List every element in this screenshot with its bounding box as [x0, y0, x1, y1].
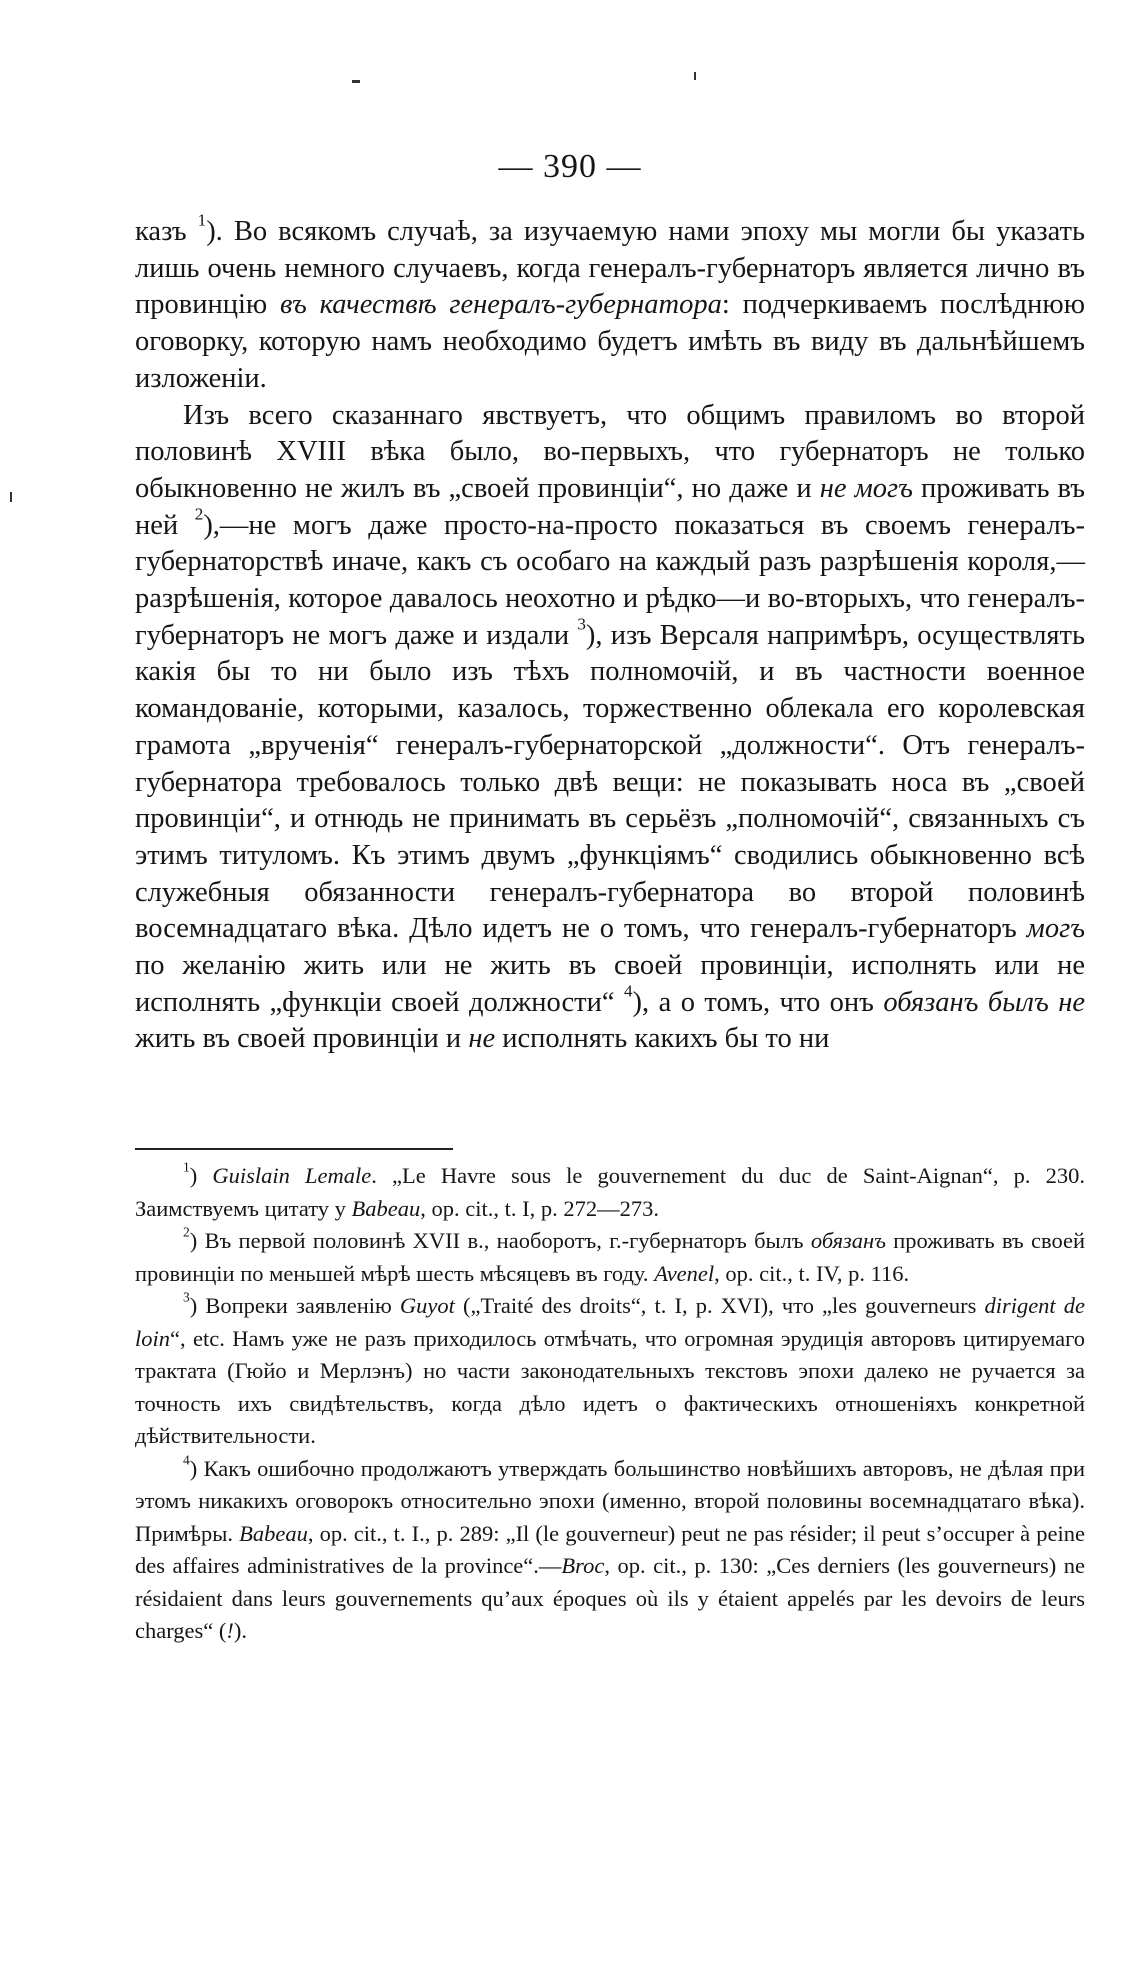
italic-run: въ качествѣ генералъ-губернатора — [280, 289, 722, 321]
italic-run: могъ — [1026, 913, 1085, 945]
italic-run: dirigent de loin — [135, 1293, 1086, 1351]
print-speck — [352, 80, 360, 83]
text-run: ),—не могъ даже просто-на-просто показаться въ своемъ генералъ-губернаторствѣ иначе, какъ съ особаго на каждый разъ разрѣшенія короля,—разрѣшенія, которое давалось неохотно и рѣдко—и во-вторыхъ, что генералъ-губернаторъ не могъ даже и издали — [135, 509, 1086, 651]
footnote-4: $^4$) Какъ ошибочно продолжаютъ утверждать большинство новѣйшихъ авторовъ, не дѣлая при этомъ никакихъ оговорокъ относительно эпохи (именно, второй половины восемнадцатаго вѣка). Примѣры. Babeau, op. cit., t. I., p. 289: „Il (le gouverneur) peut ne pas résider; il peut s’occuper à peine des affaires administratives de la province“.—Broc, op. cit., p. 130: „Ces derniers (les gouverneurs) ne résidaient dans leurs gouvernements qu’aux époques où ils y étaient appelés par les devoirs de leurs charges“ (!). — [135, 1452, 1086, 1643]
italic-run: Avenel — [654, 1260, 715, 1286]
footnote-mark: 4 — [183, 1452, 190, 1468]
print-speck — [694, 72, 696, 80]
footnote-ref-4: 4 — [623, 981, 633, 1001]
footnotes — [135, 1160, 1085, 1648]
footnote-ref-1: 1 — [197, 210, 207, 230]
italic-run: Guyot — [399, 1293, 455, 1318]
text-run: проживать въ ней — [135, 472, 1085, 541]
italic-run: обязанъ былъ не — [883, 986, 1085, 1018]
main-text — [135, 210, 1086, 1058]
text-run: („Traité des droits“, t. I, p. XVI), что „les gouverneurs — [454, 1293, 985, 1318]
text-run: Въ первой половинѣ XVII в., наоборотъ, г.-губернаторъ былъ — [204, 1228, 811, 1253]
text-run: ). — [233, 1618, 248, 1643]
italic-run: Babeau — [351, 1195, 421, 1221]
text-run: проживать въ своей провинціи по меньшей мѣрѣ шесть мѣсяцевъ въ году. — [135, 1228, 1085, 1286]
text-run: ), изъ Версаля напримѣръ, осуществлять какія бы то ни было изъ тѣхъ полномочій, и въ частности военное командованіе, которыми, казалось, торжественно облекала его королевская грамота „врученія“ генералъ-губернаторской „должности“. Отъ генералъ-губернатора требовалось только двѣ вещи: не показывать носа въ „своей провинціи“, и отнюдь не принимать въ серьёзъ „полномочій“, связанныхъ съ этимъ титуломъ. Къ этимъ двумъ „функціямъ“ сводились обыкновенно всѣ служебныя обязанности генералъ-губернатора во второй половинѣ восемнадцатаго вѣка. Дѣло идетъ не о томъ, что генералъ-губернаторъ — [135, 619, 1085, 945]
text-run: ), а о томъ, что онъ — [632, 986, 884, 1018]
italic-run: не — [468, 1023, 496, 1055]
footnote-2: $^2$) Въ первой половинѣ XVII в., наоборотъ, г.-губернаторъ былъ обязанъ проживать въ своей провинціи по меньшей мѣрѣ шесть мѣсяцевъ въ году. Avenel, op. cit., t. IV, p. 116. — [135, 1224, 1085, 1286]
footnote-ref-2: 2 — [194, 504, 204, 524]
footnote-mark: 3 — [183, 1289, 190, 1305]
text-run: “, etc. Намъ уже не разъ приходилось отмѣчать, что огромная эрудиція авторовъ цитируемаго трактата (Гюйо и Мерлэнъ) но части законодательныхъ текстовъ эпохи далеко не ручается за точность ихъ свидѣтельствъ, когда дѣло идетъ о фактическихъ отношеніяхъ конкретной дѣйствительности. — [135, 1325, 1085, 1448]
footnote-mark: 2 — [183, 1224, 190, 1240]
text-run: жить въ своей провинціи и — [135, 1023, 469, 1055]
footnote-separator — [135, 1148, 453, 1150]
text-run: Изъ всего сказаннаго явствуетъ, что общимъ правиломъ во второй половинѣ XVIII вѣка было, во-первыхъ, что губернаторъ не только обыкновенно не жилъ въ „своей провинціи“, но даже и — [135, 399, 1085, 504]
footnote-1: $^1$) Guislain Lemale. „Le Havre sous le gouvernement du duc de Saint-Aignan“, p. 230. Заимствуемъ цитату у Babeau, op. cit., t. I, p. 272—273. — [135, 1159, 1085, 1221]
italic-run: Guislain Lemale — [212, 1163, 372, 1188]
text-run: . „Le Havre sous le gouvernement du duc de Saint-Aignan“, p. 230. Заимствуемъ цитату у — [135, 1163, 1085, 1221]
text-run: казъ — [135, 216, 198, 247]
paragraph-2 — [135, 398, 1085, 1059]
page-number: — 390 — — [498, 148, 642, 185]
italic-run: обязанъ — [810, 1228, 886, 1253]
text-run: ). Во всякомъ случаѣ, за изучаемую нами эпоху мы могли бы указать лишь очень немного случаевъ, когда генералъ-губернаторъ является лично въ провинцію — [135, 216, 1086, 321]
text-run: Какъ ошибочно продолжаютъ утверждать большинство новѣйшихъ авторовъ, не дѣлая при этомъ никакихъ оговорокъ относительно эпохи (именно, второй половины восемнадцатаго вѣка). Примѣры. — [135, 1455, 1085, 1546]
paragraph-1 — [135, 210, 1086, 398]
text-run: Вопреки заявленію — [205, 1293, 400, 1318]
footnote-mark: 1 — [183, 1159, 190, 1175]
text-run: : подчеркиваемъ послѣднюю оговорку, которую намъ необходимо будетъ имѣть въ виду въ дальнѣйшемъ изложеніи. — [135, 289, 1085, 394]
print-speck — [10, 492, 12, 502]
footnote-3: $^3$) Вопреки заявленію Guyot („Traité des droits“, t. I, p. XVI), что „les gouverneurs dirigent de loin“, etc. Намъ уже не разъ приходилось отмѣчать, что огромная эрудиція авторовъ цитируемаго трактата (Гюйо и Мерлэнъ) но части законодательныхъ текстовъ эпохи далеко не ручается за точность ихъ свидѣтельствъ, когда дѣло идетъ о фактическихъ отношеніяхъ конкретной дѣйствительности. — [135, 1289, 1086, 1448]
footnote-ref-3: 3 — [577, 614, 586, 634]
italic-run: ! — [226, 1618, 234, 1643]
text-run: исполнять какихъ бы то ни — [495, 1023, 830, 1055]
text-run: , op. cit., t. I, p. 272—273. — [420, 1195, 659, 1221]
text-run: , op. cit., t. I., p. 289: „Il (le gouverneur) peut ne pas résider; il peut s’occuper à peine des affaires administratives de la province“.— — [135, 1520, 1086, 1578]
text-run: по желанію жить или не жить въ своей провинціи, исполнять или не исполнять „функціи своей должности“ — [135, 950, 1085, 1018]
text-run: , op. cit., p. 130: „Ces derniers (les gouverneurs) ne résidaient dans leurs gouvernements qu’aux époques où ils y étaient appelés par les devoirs de leurs charges“ ( — [135, 1553, 1086, 1643]
italic-run: Babeau — [239, 1520, 308, 1546]
italic-run: не могъ — [819, 472, 913, 504]
text-run: , op. cit., t. IV, p. 116. — [714, 1260, 910, 1286]
italic-run: Broc — [561, 1553, 605, 1578]
